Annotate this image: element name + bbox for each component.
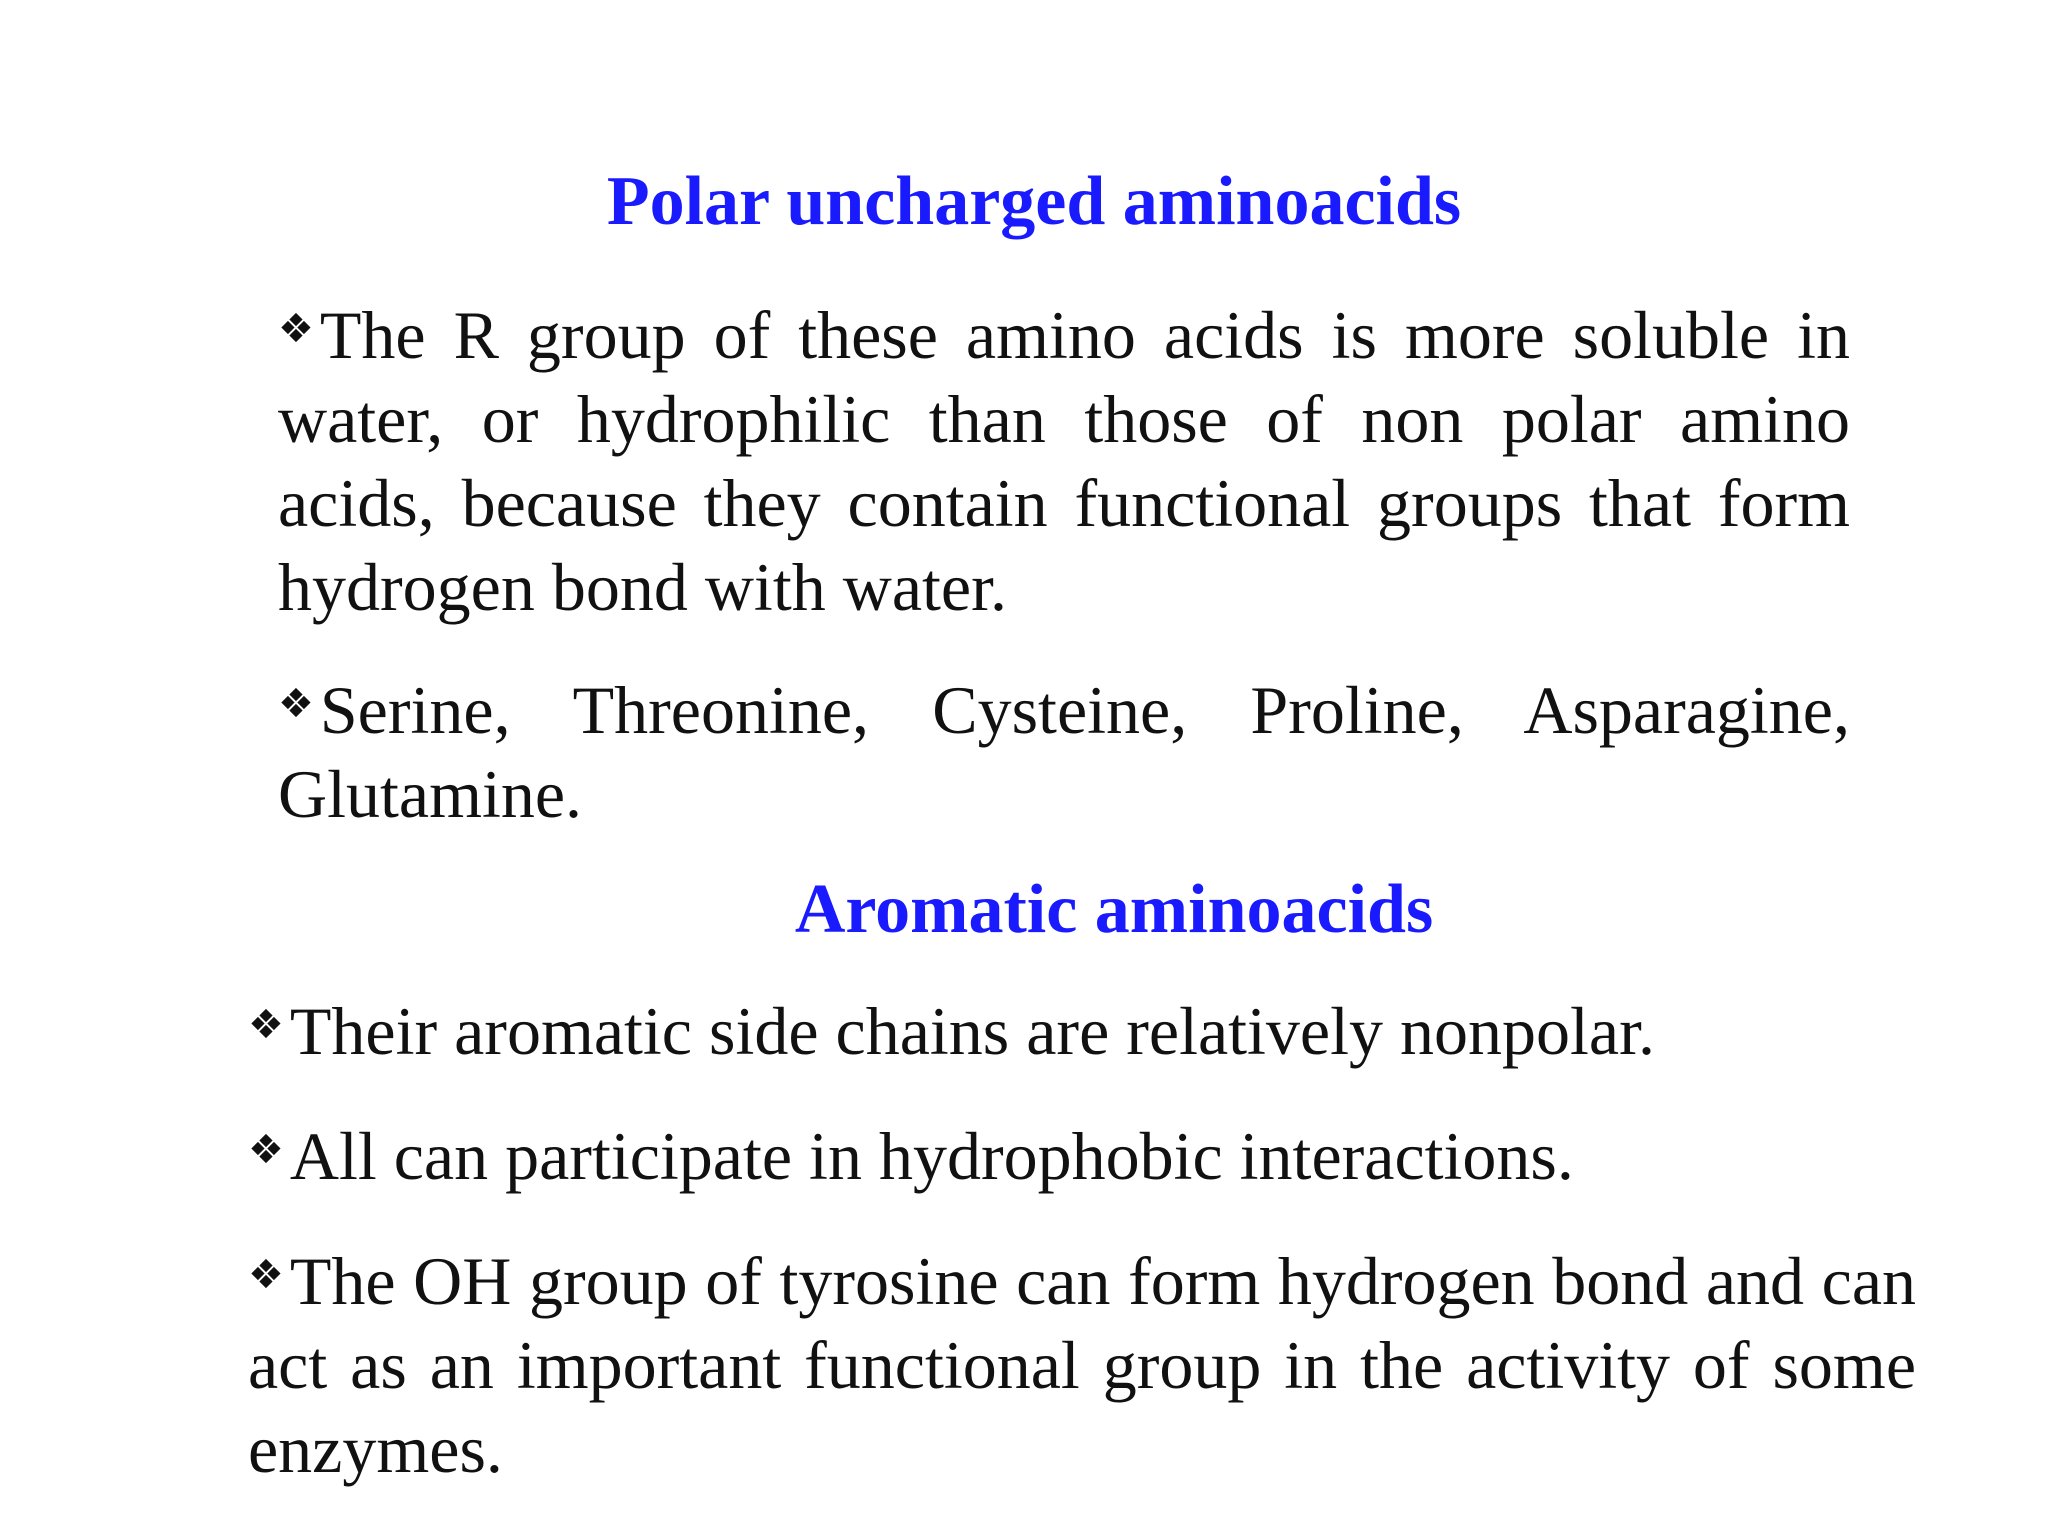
bullet-point-text: The R group of these amino acids is more soluble in water, or hydrophilic than those of non polar amino acids, because they contain functional groups that form hydrogen bond with water. [278, 297, 1850, 625]
section-heading-aromatic: Aromatic aminoacids [794, 871, 1434, 948]
diamond-bullet-icon: ❖ [248, 1252, 284, 1298]
bullet-point-hydrophobic [248, 1108, 1908, 1198]
diamond-bullet-icon: ❖ [248, 1002, 284, 1048]
diamond-bullet-icon: ❖ [278, 681, 314, 727]
bullet-point-polar-list [278, 662, 1850, 836]
bullet-point-text: Their aromatic side chains are relatively nonpolar. [289, 993, 1655, 1069]
bullet-point-tyrosine [248, 1233, 1916, 1491]
diamond-bullet-icon: ❖ [278, 306, 314, 352]
section-heading-polar-uncharged: Polar uncharged aminoacids [606, 163, 1462, 240]
diamond-bullet-icon: ❖ [248, 1127, 284, 1173]
bullet-point-text: Serine, Threonine, Cysteine, Proline, Asparagine, Glutamine. [278, 672, 1850, 832]
bullet-point-text: All can participate in hydrophobic interactions. [289, 1118, 1574, 1194]
bullet-point-side-chains [248, 983, 1908, 1073]
bullet-point-r-group [278, 287, 1850, 629]
bullet-point-text: The OH group of tyrosine can form hydrogen bond and can act as an important functional group in the activity of some enzymes. [248, 1243, 1916, 1487]
